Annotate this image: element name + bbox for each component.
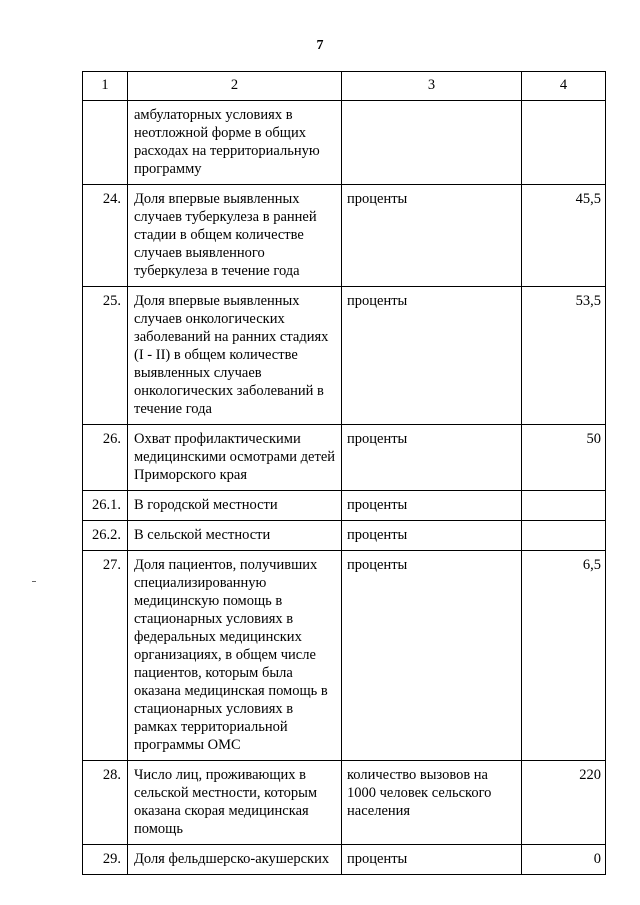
table-row xyxy=(83,425,606,491)
table-row xyxy=(83,845,606,875)
indicator-value: 6,5 xyxy=(522,551,606,761)
row-number xyxy=(83,101,128,185)
unit-of-measure: проценты xyxy=(342,425,522,491)
indicator-value: 0 xyxy=(522,845,606,875)
indicator-name: Доля фельдшерско-акушерских xyxy=(128,845,342,875)
table-row xyxy=(83,185,606,287)
row-number: 29. xyxy=(83,845,128,875)
row-number: 26.1. xyxy=(83,491,128,521)
indicator-value xyxy=(522,521,606,551)
indicator-name: В сельской местности xyxy=(128,521,342,551)
indicator-value: 220 xyxy=(522,761,606,845)
table-row xyxy=(83,491,606,521)
scan-mark xyxy=(32,581,36,582)
page-number: 7 xyxy=(316,38,324,53)
indicator-name: амбулаторных условиях в неотложной форме в общих расходах на территориальную программу xyxy=(128,101,342,185)
unit-of-measure: проценты xyxy=(342,491,522,521)
table-row xyxy=(83,101,606,185)
indicator-name: Доля впервые выявленных случаев туберкулеза в ранней стадии в общем количестве случаев выявленного туберкулеза в течение года xyxy=(128,185,342,287)
row-number: 25. xyxy=(83,287,128,425)
row-number: 26.2. xyxy=(83,521,128,551)
unit-of-measure xyxy=(342,101,522,185)
table-row xyxy=(83,287,606,425)
table-row xyxy=(83,551,606,761)
indicator-table xyxy=(82,71,606,875)
table-body xyxy=(83,101,606,875)
indicator-name: В городской местности xyxy=(128,491,342,521)
unit-of-measure: проценты xyxy=(342,521,522,551)
unit-of-measure: проценты xyxy=(342,551,522,761)
indicator-name: Доля пациентов, получивших специализированную медицинскую помощь в стационарных условиях в федеральных медицинских организациях, в общем числе пациентов, которым была оказана медицинская помощь в стационарных условиях в рамках территориальной программы ОМС xyxy=(128,551,342,761)
header-col-2: 2 xyxy=(128,72,342,101)
row-number: 28. xyxy=(83,761,128,845)
indicator-name: Охват профилактическими медицинскими осмотрами детей Приморского края xyxy=(128,425,342,491)
table-header-row xyxy=(83,72,606,101)
unit-of-measure: проценты xyxy=(342,287,522,425)
indicator-name: Число лиц, проживающих в сельской местности, которым оказана скорая медицинская помощь xyxy=(128,761,342,845)
indicator-value: 53,5 xyxy=(522,287,606,425)
header-col-3: 3 xyxy=(342,72,522,101)
header-col-1: 1 xyxy=(83,72,128,101)
indicator-value: 45,5 xyxy=(522,185,606,287)
header-col-4: 4 xyxy=(522,72,606,101)
row-number: 26. xyxy=(83,425,128,491)
row-number: 24. xyxy=(83,185,128,287)
indicator-value xyxy=(522,101,606,185)
indicator-value: 50 xyxy=(522,425,606,491)
indicator-value xyxy=(522,491,606,521)
table-row xyxy=(83,521,606,551)
indicator-name: Доля впервые выявленных случаев онкологических заболеваний на ранних стадиях (I - II) в общем количестве выявленных случаев онкологических заболеваний в течение года xyxy=(128,287,342,425)
row-number: 27. xyxy=(83,551,128,761)
unit-of-measure: проценты xyxy=(342,185,522,287)
table-row xyxy=(83,761,606,845)
unit-of-measure: количество вызовов на 1000 человек сельского населения xyxy=(342,761,522,845)
unit-of-measure: проценты xyxy=(342,845,522,875)
